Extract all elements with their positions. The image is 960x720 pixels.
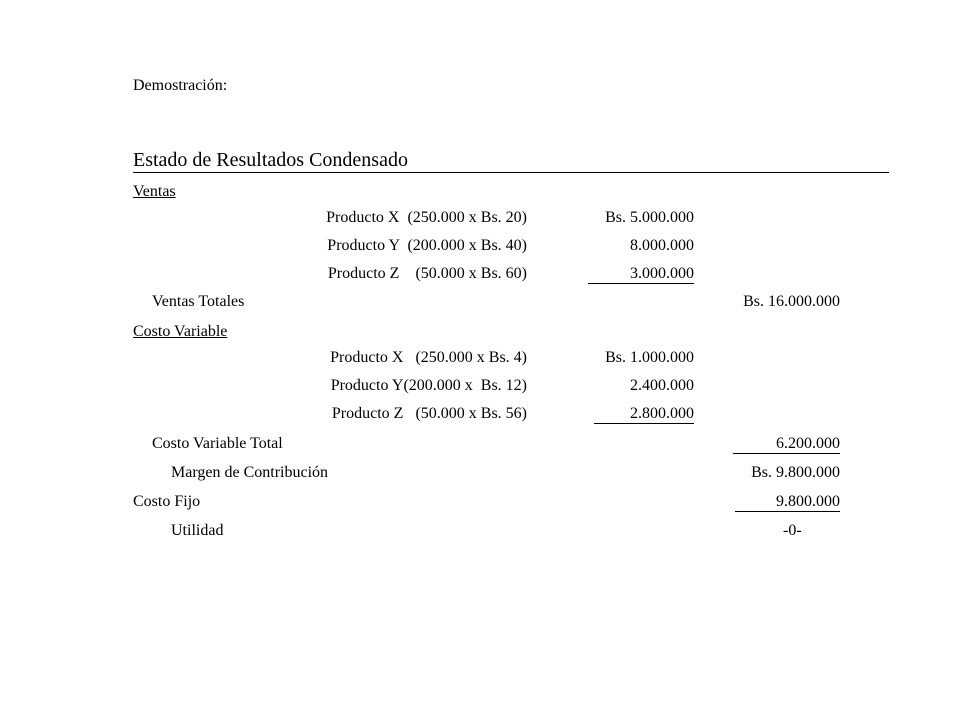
statement-title: Estado de Resultados Condensado bbox=[133, 149, 408, 171]
costo-variable-total-underline bbox=[733, 453, 840, 454]
ventas-total-amount: Bs. 16.000.000 bbox=[743, 293, 840, 310]
ventas-heading: Ventas bbox=[133, 183, 176, 200]
costo-fijo-underline bbox=[735, 511, 840, 512]
ventas-item-amount: 8.000.000 bbox=[630, 237, 694, 254]
ventas-item-amount: Bs. 5.000.000 bbox=[605, 209, 694, 226]
title-rule bbox=[133, 172, 889, 173]
costo-variable-heading: Costo Variable bbox=[133, 323, 228, 340]
utilidad-label: Utilidad bbox=[171, 522, 224, 539]
costo-fijo-amount: 9.800.000 bbox=[776, 493, 840, 510]
costo-variable-item-label: Producto X (250.000 x Bs. 4) bbox=[330, 349, 527, 366]
margen-amount: Bs. 9.800.000 bbox=[751, 464, 840, 481]
costo-variable-item-amount: Bs. 1.000.000 bbox=[605, 349, 694, 366]
margen-label: Margen de Contribución bbox=[171, 464, 329, 481]
utilidad-amount: -0- bbox=[783, 522, 802, 539]
costo-variable-subtotal-underline bbox=[594, 423, 694, 424]
ventas-item-label: Producto Z (50.000 x Bs. 60) bbox=[327, 265, 527, 282]
costo-variable-total-label: Costo Variable Total bbox=[152, 435, 283, 452]
costo-fijo-label: Costo Fijo bbox=[133, 493, 201, 510]
ventas-item-amount: 3.000.000 bbox=[630, 265, 694, 282]
costo-variable-item-label: Producto Z (50.000 x Bs. 56) bbox=[331, 405, 527, 422]
costo-variable-item-amount: 2.400.000 bbox=[630, 377, 694, 394]
ventas-item-label: Producto Y (200.000 x Bs. 40) bbox=[327, 237, 527, 254]
costo-variable-total-amount: 6.200.000 bbox=[776, 435, 840, 452]
costo-variable-item-amount: 2.800.000 bbox=[630, 405, 694, 422]
ventas-item-label: Producto X (250.000 x Bs. 20) bbox=[326, 209, 527, 226]
ventas-total-label: Ventas Totales bbox=[152, 293, 245, 310]
costo-variable-item-label: Producto Y(200.000 x Bs. 12) bbox=[330, 377, 527, 394]
intro-text: Demostración: bbox=[133, 77, 228, 94]
ventas-subtotal-underline bbox=[588, 283, 694, 284]
